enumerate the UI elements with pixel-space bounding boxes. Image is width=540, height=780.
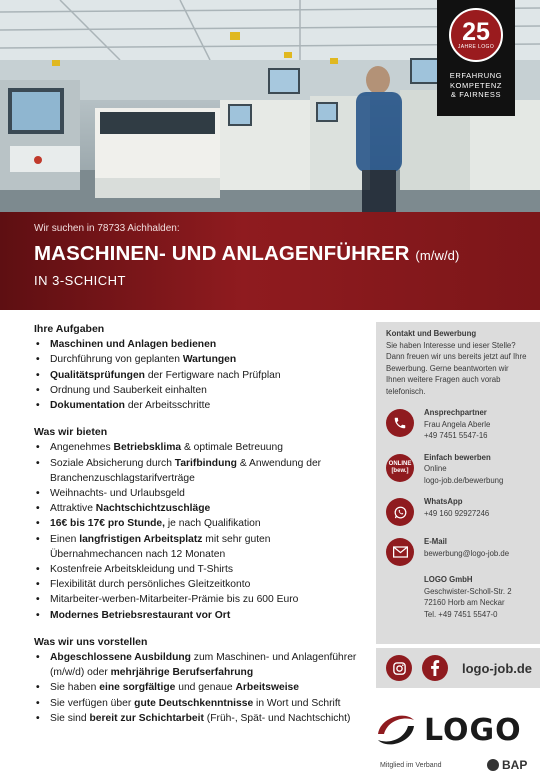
logo-swoosh-icon bbox=[374, 710, 418, 750]
bullet-text-bold: mehrjährige Berufserfahrung bbox=[110, 667, 254, 679]
anniversary-subline: JAHRE LOGO bbox=[457, 44, 495, 50]
company-name: LOGO GmbH bbox=[424, 575, 473, 584]
bullet-item bbox=[34, 562, 366, 577]
bullet-text: Sie verfügen über bbox=[50, 697, 135, 709]
job-title-text: MASCHINEN- UND ANLAGENFÜHRER bbox=[34, 242, 410, 265]
whatsapp-number[interactable]: +49 160 92927246 bbox=[424, 508, 490, 518]
contact-email-title: E-Mail bbox=[424, 537, 447, 546]
address-city: 72160 Horb am Neckar bbox=[424, 598, 505, 607]
anniversary-words bbox=[437, 71, 515, 100]
bullet-text: Flexibilität durch persönliches Gleitzeitkonto bbox=[50, 579, 251, 591]
bap-logo bbox=[487, 758, 527, 772]
bullet-item bbox=[34, 398, 366, 413]
bullet-text: & optimale Betreuung bbox=[181, 442, 283, 454]
online-icon-sub: [bew.] bbox=[391, 467, 409, 474]
bullet-text-bold: Abgeschlossene Ausbildung bbox=[50, 652, 191, 664]
bullet-text: Mitarbeiter-werben-Mitarbeiter-Prämie bis zu 600 Euro bbox=[50, 594, 299, 606]
bullet-text: Durchführung von geplanten bbox=[50, 354, 183, 366]
whatsapp-icon bbox=[386, 498, 414, 526]
contact-phone-number[interactable]: +49 7451 5547-16 bbox=[424, 431, 488, 440]
contact-person: Frau Angela Aberle bbox=[424, 419, 491, 429]
bullet-text: der Arbeitsschritte bbox=[124, 400, 211, 412]
logo-wordmark: LOGO bbox=[424, 712, 522, 748]
bullet-text: (Früh-, Spät- und Nachtschicht) bbox=[203, 712, 351, 724]
contact-panel bbox=[376, 322, 540, 644]
job-description bbox=[34, 322, 366, 738]
section-list bbox=[34, 650, 366, 726]
bullet-text-bold: Betriebsklima bbox=[113, 442, 182, 454]
website-link[interactable]: logo-job.de bbox=[462, 660, 533, 676]
contact-phone[interactable] bbox=[386, 407, 530, 442]
bullet-text-bold: Arbeitsweise bbox=[235, 682, 300, 694]
contact-online-line: Online bbox=[424, 464, 447, 473]
contact-intro: Sie haben Interesse und ieser Stelle? Dann freuen wir uns bereits jetzt auf Ihre Bewerbung. Gerne beantworten wir Ihnen weitere Fragen auch vorab telefonisch. bbox=[386, 340, 527, 396]
bullet-text-bold: Modernes Betriebsrestaurant vor Ort bbox=[50, 609, 231, 621]
bullet-item bbox=[34, 440, 366, 455]
membership-text: Mitglied im Verband bbox=[380, 762, 442, 769]
bullet-text: und genaue bbox=[175, 682, 236, 694]
bullet-text: Kostenfreie Arbeitskleidung und T-Shirts bbox=[50, 564, 233, 576]
bullet-text: Attraktive bbox=[50, 503, 96, 515]
bullet-text: je nach Qualifikation bbox=[165, 518, 261, 530]
contact-phone-title: Ansprechpartner bbox=[424, 408, 487, 417]
bullet-item bbox=[34, 577, 366, 592]
bullet-text: Sie haben bbox=[50, 682, 100, 694]
section-list bbox=[34, 440, 366, 622]
address-phone: Tel. +49 7451 5547-0 bbox=[424, 609, 498, 619]
application-link[interactable]: logo-job.de/bewerbung bbox=[424, 475, 504, 485]
instagram-icon[interactable] bbox=[386, 655, 412, 681]
bap-label: BAP bbox=[502, 758, 528, 772]
section-heading: Was wir bieten bbox=[34, 426, 108, 439]
bullet-text-bold: Maschinen und Anlagen bedienen bbox=[50, 339, 217, 351]
bullet-text: der Fertigware nach Prüfplan bbox=[144, 369, 281, 381]
phone-icon bbox=[386, 409, 414, 437]
bullet-text-bold: 16€ bis 17€ pro Stunde, bbox=[50, 518, 166, 530]
section-heading: Was wir uns vorstellen bbox=[34, 635, 148, 648]
online-icon-label: ONLINE bbox=[388, 460, 412, 467]
bullet-item bbox=[34, 337, 366, 352]
bap-mark-icon bbox=[487, 759, 499, 771]
company-address bbox=[424, 574, 530, 620]
bullet-text: Einen bbox=[50, 533, 80, 545]
badge-word: KOMPETENZ bbox=[449, 80, 503, 90]
bullet-item bbox=[34, 368, 366, 383]
bullet-item bbox=[34, 486, 366, 501]
contact-whatsapp-title: WhatsApp bbox=[424, 497, 463, 506]
bullet-text-bold: bereit zur Schichtarbeit bbox=[89, 712, 204, 724]
section-list bbox=[34, 337, 366, 413]
bullet-item bbox=[34, 456, 366, 486]
hero-photo bbox=[0, 0, 540, 212]
section-heading: Ihre Aufgaben bbox=[34, 323, 105, 335]
company-logo bbox=[374, 706, 534, 754]
contact-whatsapp[interactable] bbox=[386, 496, 530, 526]
address-street: Geschwister-Scholl-Str. 2 bbox=[424, 586, 512, 596]
bullet-text: Angenehmes bbox=[50, 442, 114, 454]
bullet-text: Ordnung und Sauberkeit einhalten bbox=[50, 384, 207, 396]
bullet-text-bold: Nachtschichtzuschläge bbox=[95, 503, 211, 515]
bullet-text-bold: Dokumentation bbox=[50, 400, 125, 412]
bullet-text-bold: Qualitätsprüfungen bbox=[50, 369, 145, 381]
bullet-text: Soziale Absicherung durch bbox=[50, 457, 175, 469]
social-bar bbox=[376, 648, 540, 688]
bullet-text: zum Maschinen- und Anlagenführer (m/w/d) oder bbox=[50, 652, 357, 679]
bullet-item bbox=[34, 592, 366, 607]
headline-banner bbox=[0, 212, 540, 310]
bullet-text: Weihnachts- und Urlaubsgeld bbox=[50, 488, 185, 500]
bullet-item bbox=[34, 680, 366, 695]
anniversary-badge bbox=[437, 0, 515, 116]
bullet-item bbox=[34, 352, 366, 367]
bullet-text: in Wort und Schrift bbox=[253, 697, 341, 709]
bullet-text: mit sehr guten Übernahmechancen nach 12 Monaten bbox=[50, 533, 271, 560]
bullet-item bbox=[34, 711, 366, 726]
contact-online[interactable] bbox=[386, 452, 530, 487]
bullet-item bbox=[34, 608, 366, 623]
bullet-text-bold: Tarifbindung bbox=[174, 457, 237, 469]
anniversary-circle bbox=[449, 8, 503, 62]
contact-email[interactable] bbox=[386, 536, 530, 566]
bullet-item bbox=[34, 696, 366, 711]
bullet-item bbox=[34, 501, 366, 516]
bullet-text-bold: eine sorgfältige bbox=[99, 682, 176, 694]
mail-icon bbox=[386, 538, 414, 566]
bullet-text: & Anwendung der Branchenzuschlagstarifverträge bbox=[50, 457, 322, 484]
badge-word: & FAIRNESS bbox=[450, 90, 502, 99]
bullet-item bbox=[34, 383, 366, 398]
bullet-text-bold: gute Deutschkenntnisse bbox=[134, 697, 254, 709]
email-address[interactable]: bewerbung@logo-job.de bbox=[424, 548, 510, 558]
job-title-gender-suffix: (m/w/d) bbox=[415, 248, 460, 263]
shift-subtitle: IN 3-SCHICHT bbox=[34, 273, 126, 288]
badge-word: ERFAHRUNG bbox=[449, 71, 503, 80]
bullet-text-bold: langfristigen Arbeitsplatz bbox=[79, 533, 203, 545]
facebook-icon[interactable] bbox=[422, 655, 448, 681]
bullet-item bbox=[34, 532, 366, 562]
anniversary-number: 25 bbox=[462, 18, 490, 46]
location-intro: Wir suchen in 78733 Aichhalden: bbox=[34, 223, 180, 234]
contact-online-title: Einfach bewerben bbox=[424, 452, 491, 462]
online-icon bbox=[386, 454, 414, 482]
job-title bbox=[34, 242, 506, 268]
bullet-item bbox=[34, 650, 366, 680]
bullet-text-bold: Wartungen bbox=[182, 354, 237, 366]
contact-heading: Kontakt und Bewerbung bbox=[386, 329, 477, 338]
bullet-item bbox=[34, 516, 366, 531]
bullet-text: Sie sind bbox=[50, 712, 90, 724]
